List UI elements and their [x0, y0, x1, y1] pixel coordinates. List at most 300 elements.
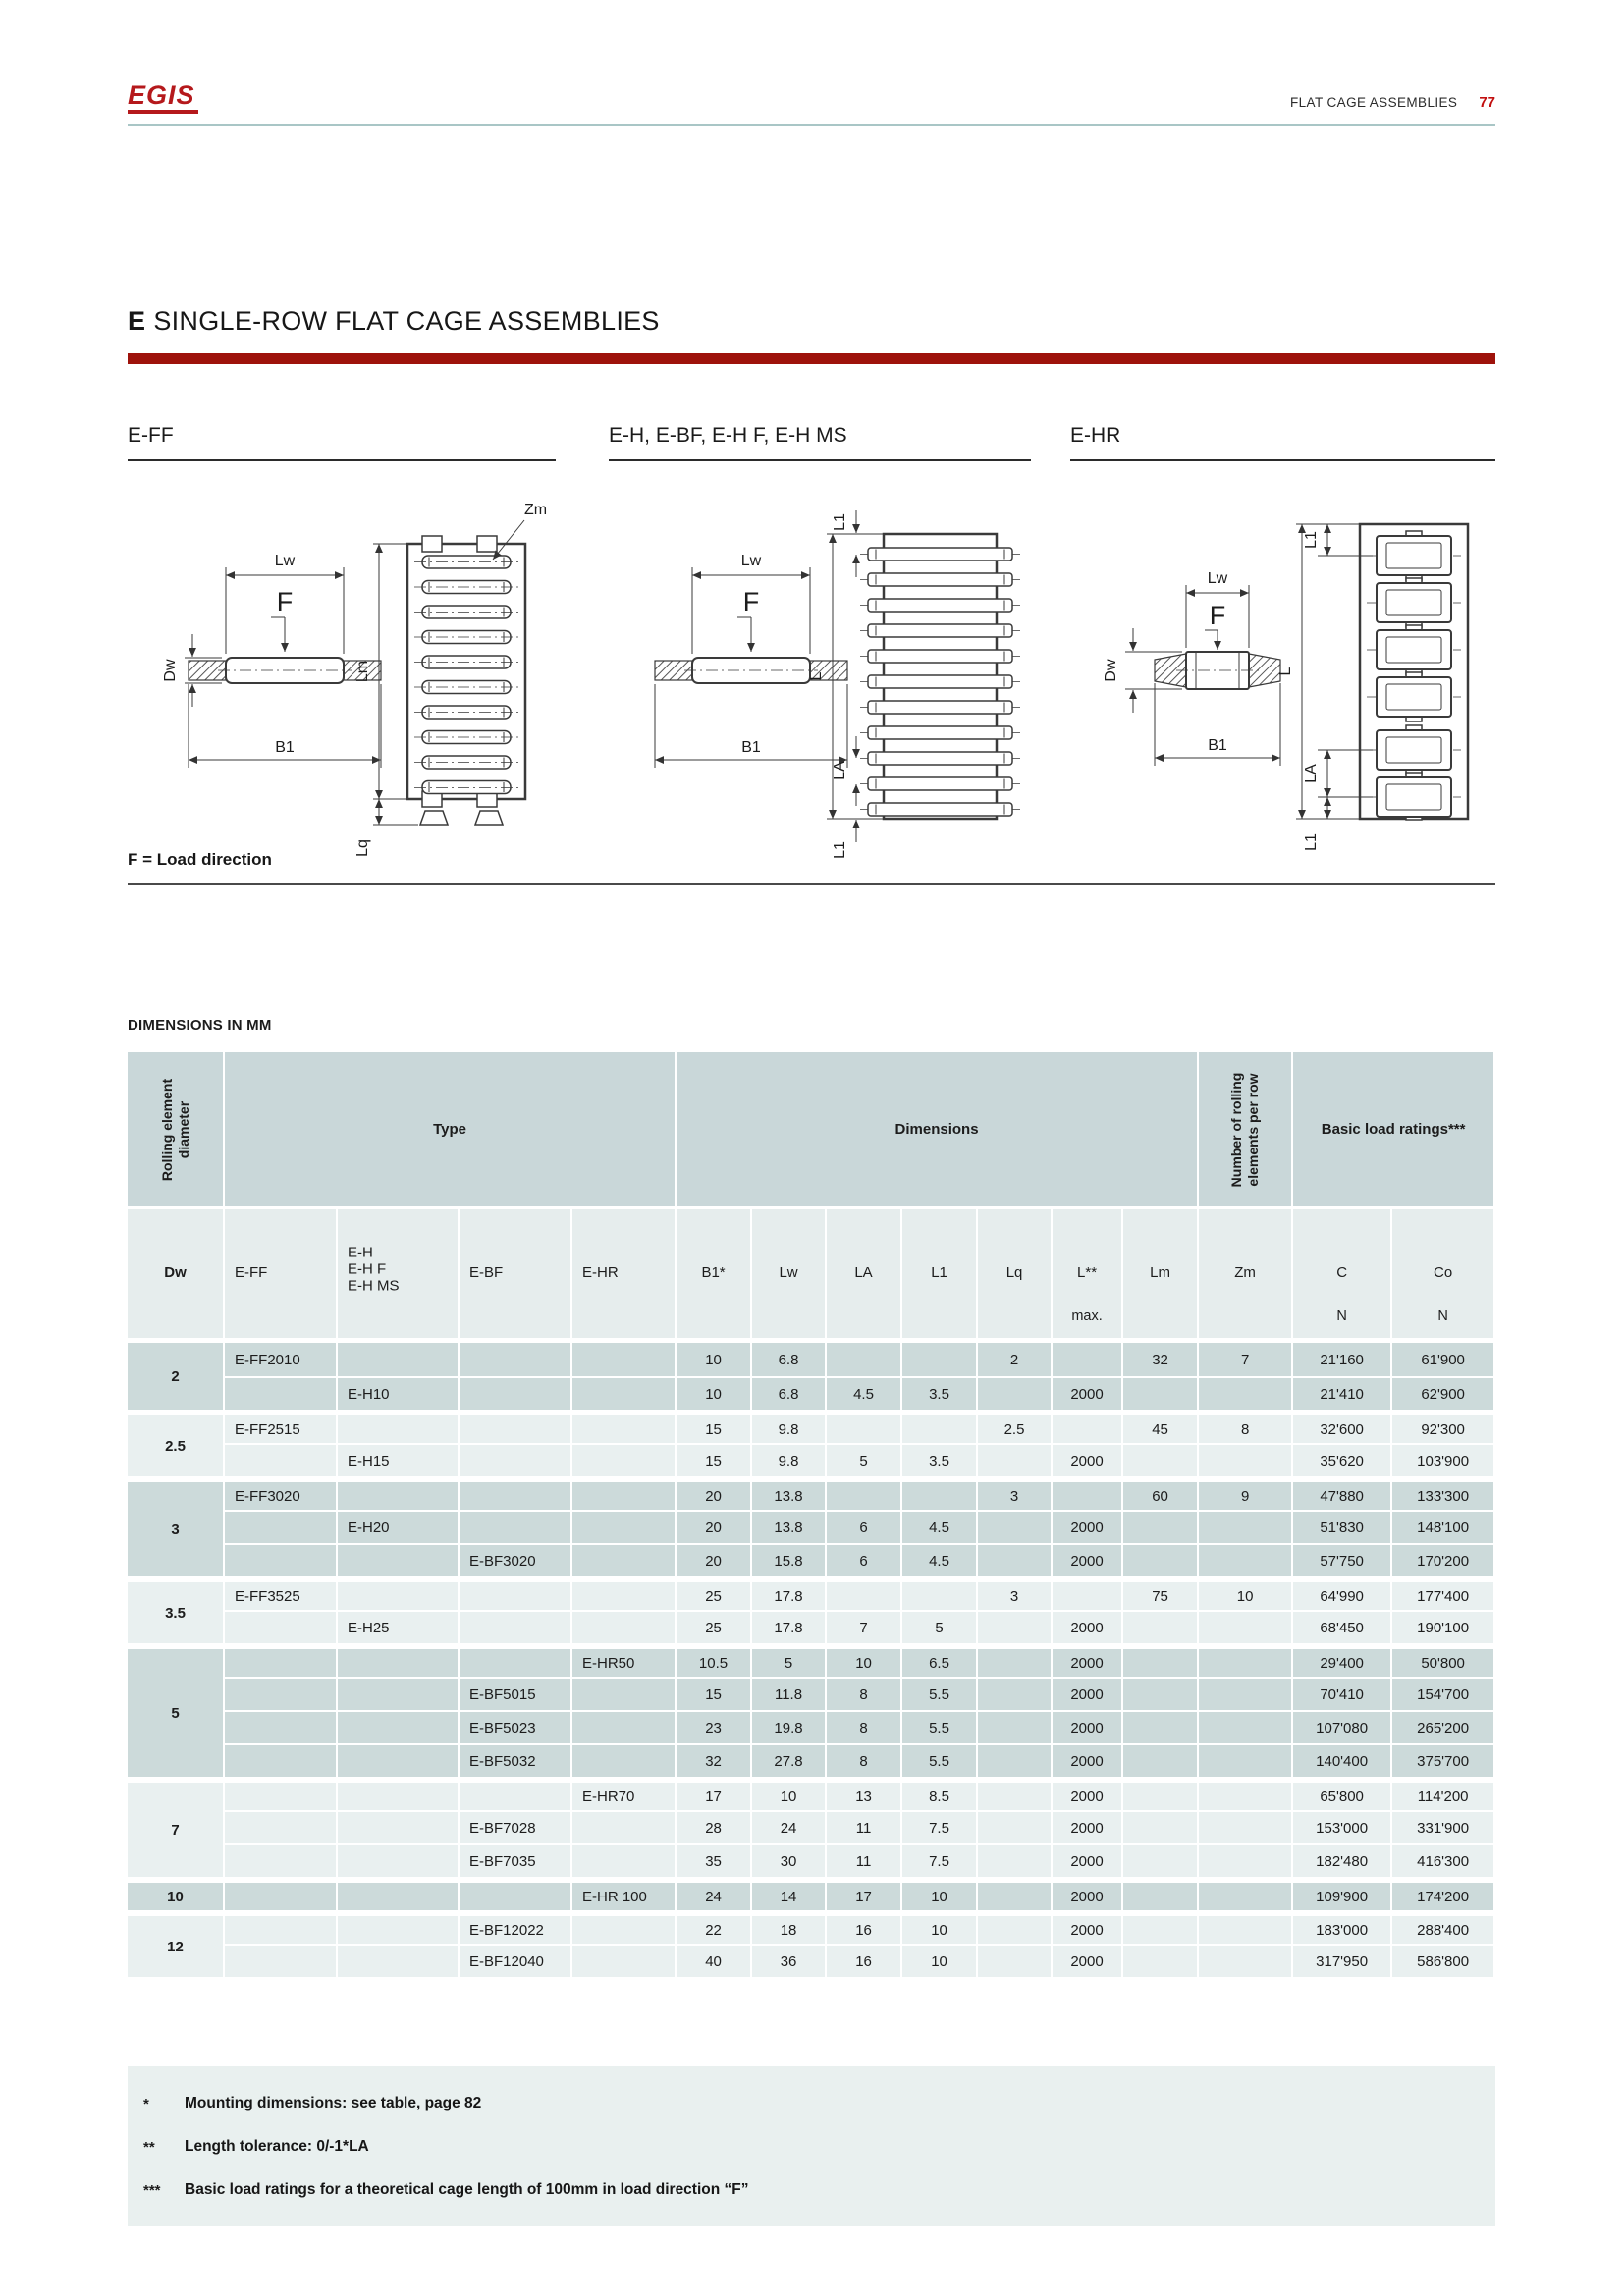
header-number-of-rolling-elements: Number of rolling elements per row	[1199, 1052, 1293, 1209]
type-cell	[225, 1710, 338, 1743]
value-cell	[1199, 1910, 1293, 1944]
type-cell	[572, 1443, 677, 1476]
table-row	[128, 1710, 1495, 1743]
value-cell: 375'700	[1392, 1743, 1495, 1777]
dim-label-zm: Zm	[524, 502, 548, 518]
value-cell: 153'000	[1293, 1810, 1392, 1843]
dim-label-l1-bottom: L1	[832, 841, 848, 859]
type-cell	[572, 1343, 677, 1376]
value-cell	[1199, 1443, 1293, 1476]
value-cell: 40	[677, 1944, 752, 1977]
type-cell	[225, 1677, 338, 1710]
value-cell: 35	[677, 1843, 752, 1877]
dim-label-la: LA	[832, 761, 848, 780]
value-cell: 6.8	[752, 1343, 827, 1376]
value-cell	[1123, 1843, 1199, 1877]
type-cell	[460, 1643, 572, 1677]
value-cell	[1123, 1376, 1199, 1410]
type-cell	[460, 1610, 572, 1643]
value-cell	[1123, 1643, 1199, 1677]
value-cell: 35'620	[1293, 1443, 1392, 1476]
type-cell: E-BF12022	[460, 1910, 572, 1944]
type-cell	[460, 1476, 572, 1510]
type-cell	[460, 1343, 572, 1376]
footnote-marker: ***	[143, 2181, 161, 2199]
value-cell: 10	[677, 1343, 752, 1376]
value-cell: 24	[677, 1877, 752, 1910]
value-cell: 75	[1123, 1576, 1199, 1610]
value-cell: 8	[827, 1710, 902, 1743]
value-cell: 11.8	[752, 1677, 827, 1710]
col-l1: L1	[902, 1209, 978, 1343]
value-cell: 8.5	[902, 1777, 978, 1810]
value-cell: 109'900	[1293, 1877, 1392, 1910]
dim-label-dw: Dw	[1103, 659, 1119, 682]
value-cell: 68'450	[1293, 1610, 1392, 1643]
col-l-max: L** max.	[1053, 1209, 1123, 1343]
value-cell: 2000	[1053, 1777, 1123, 1810]
value-cell	[1123, 1710, 1199, 1743]
value-cell: 4.5	[902, 1510, 978, 1543]
value-cell	[978, 1910, 1053, 1944]
type-cell: E-BF3020	[460, 1543, 572, 1576]
value-cell: 6.5	[902, 1643, 978, 1677]
value-cell: 23	[677, 1710, 752, 1743]
value-cell: 13	[827, 1777, 902, 1810]
col-la: LA	[827, 1209, 902, 1343]
footnote	[128, 2168, 1495, 2212]
value-cell: 183'000	[1293, 1910, 1392, 1944]
type-cell	[460, 1877, 572, 1910]
value-cell: 170'200	[1392, 1543, 1495, 1576]
footnote	[128, 2082, 1495, 2125]
type-cell: E-HR70	[572, 1777, 677, 1810]
value-cell: 3	[978, 1476, 1053, 1510]
type-cell	[225, 1777, 338, 1810]
value-cell: 10	[827, 1643, 902, 1677]
type-cell	[338, 1843, 460, 1877]
type-cell: E-HR50	[572, 1643, 677, 1677]
value-cell	[1053, 1576, 1123, 1610]
value-cell	[1199, 1376, 1293, 1410]
title-prefix: E	[128, 306, 146, 336]
type-cell	[572, 1710, 677, 1743]
value-cell: 51'830	[1293, 1510, 1392, 1543]
table-row	[128, 1543, 1495, 1576]
type-cell	[460, 1777, 572, 1810]
table-row	[128, 1510, 1495, 1543]
value-cell: 9.8	[752, 1410, 827, 1443]
value-cell	[1199, 1843, 1293, 1877]
e-hr-drawing	[1070, 465, 1495, 878]
value-cell	[1123, 1443, 1199, 1476]
table-row	[128, 1376, 1495, 1410]
value-cell: 2000	[1053, 1710, 1123, 1743]
value-cell: 133'300	[1392, 1476, 1495, 1510]
value-cell: 154'700	[1392, 1677, 1495, 1710]
value-cell: 30	[752, 1843, 827, 1877]
value-cell: 5	[902, 1610, 978, 1643]
table-row	[128, 1777, 1495, 1810]
value-cell: 45	[1123, 1410, 1199, 1443]
dim-label-lw: Lw	[740, 553, 762, 569]
col-co: Co N	[1392, 1209, 1495, 1343]
value-cell: 16	[827, 1944, 902, 1977]
value-cell	[1199, 1777, 1293, 1810]
type-cell	[225, 1610, 338, 1643]
type-cell	[225, 1843, 338, 1877]
value-cell: 15	[677, 1410, 752, 1443]
value-cell: 19.8	[752, 1710, 827, 1743]
type-cell	[225, 1743, 338, 1777]
value-cell	[978, 1677, 1053, 1710]
type-cell	[338, 1476, 460, 1510]
type-cell: E-FF2010	[225, 1343, 338, 1376]
value-cell	[1199, 1510, 1293, 1543]
type-cell	[572, 1843, 677, 1877]
type-cell	[338, 1576, 460, 1610]
value-cell: 182'480	[1293, 1843, 1392, 1877]
value-cell: 4.5	[827, 1376, 902, 1410]
figure-e-ff	[128, 424, 556, 878]
type-cell	[572, 1476, 677, 1510]
type-cell	[338, 1343, 460, 1376]
value-cell: 9.8	[752, 1443, 827, 1476]
type-cell	[572, 1910, 677, 1944]
section-divider	[128, 883, 1495, 885]
figure-label-e-h: E-H, E-BF, E-H F, E-H MS	[609, 424, 1031, 461]
egis-logo: EGIS	[128, 82, 198, 114]
value-cell	[978, 1543, 1053, 1576]
value-cell	[1053, 1410, 1123, 1443]
value-cell: 2000	[1053, 1376, 1123, 1410]
dim-label-l: L	[1277, 667, 1294, 676]
value-cell: 10	[1199, 1576, 1293, 1610]
value-cell: 331'900	[1392, 1810, 1495, 1843]
value-cell	[902, 1476, 978, 1510]
value-cell: 10	[902, 1910, 978, 1944]
page-title	[128, 306, 660, 337]
value-cell	[827, 1343, 902, 1376]
type-cell	[572, 1677, 677, 1710]
value-cell: 61'900	[1392, 1343, 1495, 1376]
dim-label-dw: Dw	[162, 659, 179, 682]
table-row	[128, 1910, 1495, 1944]
value-cell: 11	[827, 1843, 902, 1877]
table-group-header-row	[128, 1052, 1495, 1209]
dim-label-b1: B1	[741, 739, 761, 756]
value-cell: 288'400	[1392, 1910, 1495, 1944]
value-cell: 25	[677, 1610, 752, 1643]
value-cell: 140'400	[1293, 1743, 1392, 1777]
value-cell	[827, 1410, 902, 1443]
value-cell: 27.8	[752, 1743, 827, 1777]
col-lm: Lm	[1123, 1209, 1199, 1343]
value-cell: 29'400	[1293, 1643, 1392, 1677]
footnote	[128, 2125, 1495, 2168]
value-cell	[1199, 1810, 1293, 1843]
value-cell: 15.8	[752, 1543, 827, 1576]
footnotes-box	[128, 2066, 1495, 2226]
type-cell: E-BF12040	[460, 1944, 572, 1977]
value-cell: 2000	[1053, 1643, 1123, 1677]
col-b1: B1*	[677, 1209, 752, 1343]
value-cell: 70'410	[1293, 1677, 1392, 1710]
value-cell: 20	[677, 1476, 752, 1510]
type-cell	[338, 1810, 460, 1843]
table-row	[128, 1643, 1495, 1677]
table-row	[128, 1410, 1495, 1443]
figure-label-e-hr: E-HR	[1070, 424, 1495, 461]
table-row	[128, 1810, 1495, 1843]
type-cell: E-HR 100	[572, 1877, 677, 1910]
dim-label-b1: B1	[1208, 737, 1227, 754]
value-cell: 2000	[1053, 1810, 1123, 1843]
value-cell	[1199, 1944, 1293, 1977]
value-cell	[1123, 1743, 1199, 1777]
col-e-hr: E-HR	[572, 1209, 677, 1343]
value-cell	[827, 1576, 902, 1610]
value-cell: 17	[827, 1877, 902, 1910]
value-cell: 13.8	[752, 1476, 827, 1510]
value-cell: 57'750	[1293, 1543, 1392, 1576]
value-cell: 3.5	[902, 1443, 978, 1476]
footnote-marker: **	[143, 2138, 155, 2156]
value-cell	[1053, 1343, 1123, 1376]
value-cell: 32	[1123, 1343, 1199, 1376]
type-cell: E-BF7028	[460, 1810, 572, 1843]
type-cell	[225, 1543, 338, 1576]
value-cell: 92'300	[1392, 1410, 1495, 1443]
rolling-element-diameter-value: 3.5	[128, 1576, 225, 1643]
value-cell: 114'200	[1392, 1777, 1495, 1810]
type-cell	[572, 1944, 677, 1977]
value-cell: 5.5	[902, 1677, 978, 1710]
type-cell	[225, 1910, 338, 1944]
dim-label-l: L	[808, 671, 825, 681]
value-cell: 5.5	[902, 1710, 978, 1743]
value-cell	[1123, 1877, 1199, 1910]
value-cell	[978, 1443, 1053, 1476]
value-cell: 28	[677, 1810, 752, 1843]
value-cell: 6.8	[752, 1376, 827, 1410]
value-cell: 317'950	[1293, 1944, 1392, 1977]
col-lw: Lw	[752, 1209, 827, 1343]
value-cell: 8	[827, 1743, 902, 1777]
table-body	[128, 1343, 1495, 1977]
value-cell	[1199, 1610, 1293, 1643]
value-cell	[1199, 1677, 1293, 1710]
value-cell	[902, 1576, 978, 1610]
value-cell: 65'800	[1293, 1777, 1392, 1810]
header-section-title: FLAT CAGE ASSEMBLIES	[1290, 95, 1458, 110]
value-cell: 2000	[1053, 1443, 1123, 1476]
dim-label-lw: Lw	[274, 553, 296, 569]
type-cell	[338, 1543, 460, 1576]
value-cell	[1123, 1777, 1199, 1810]
value-cell	[978, 1777, 1053, 1810]
table-row	[128, 1576, 1495, 1610]
col-e-bf: E-BF	[460, 1209, 572, 1343]
header-rolling-element-diameter: Rolling element diameter	[128, 1052, 225, 1209]
header-type: Type	[225, 1052, 677, 1209]
value-cell: 2000	[1053, 1677, 1123, 1710]
value-cell	[978, 1877, 1053, 1910]
type-cell	[338, 1677, 460, 1710]
value-cell: 148'100	[1392, 1510, 1495, 1543]
value-cell	[1199, 1643, 1293, 1677]
value-cell: 2000	[1053, 1743, 1123, 1777]
footnote-marker: *	[143, 2095, 149, 2112]
rolling-element-diameter-value: 7	[128, 1777, 225, 1877]
type-cell: E-FF2515	[225, 1410, 338, 1443]
value-cell: 17	[677, 1777, 752, 1810]
title-text: SINGLE-ROW FLAT CAGE ASSEMBLIES	[153, 306, 660, 336]
rolling-element-diameter-value: 2	[128, 1343, 225, 1410]
type-cell	[338, 1877, 460, 1910]
value-cell: 47'880	[1293, 1476, 1392, 1510]
table-row	[128, 1843, 1495, 1877]
value-cell: 14	[752, 1877, 827, 1910]
value-cell: 10	[752, 1777, 827, 1810]
col-e-h: E-H E-H F E-H MS	[338, 1209, 460, 1343]
value-cell	[1199, 1743, 1293, 1777]
value-cell: 7.5	[902, 1843, 978, 1877]
value-cell	[1123, 1610, 1199, 1643]
value-cell: 586'800	[1392, 1944, 1495, 1977]
table-column-header-row	[128, 1209, 1495, 1343]
type-cell	[225, 1643, 338, 1677]
value-cell: 2000	[1053, 1944, 1123, 1977]
type-cell	[572, 1543, 677, 1576]
value-cell: 5	[752, 1643, 827, 1677]
value-cell: 2000	[1053, 1510, 1123, 1543]
type-cell	[225, 1510, 338, 1543]
col-e-ff: E-FF	[225, 1209, 338, 1343]
type-cell	[572, 1410, 677, 1443]
footnote-text: Mounting dimensions: see table, page 82	[185, 2095, 482, 2111]
title-accent-bar	[128, 353, 1495, 364]
type-cell	[572, 1576, 677, 1610]
value-cell	[1053, 1476, 1123, 1510]
value-cell: 10	[677, 1376, 752, 1410]
col-c: C N	[1293, 1209, 1392, 1343]
value-cell	[902, 1343, 978, 1376]
value-cell: 17.8	[752, 1576, 827, 1610]
value-cell: 13.8	[752, 1510, 827, 1543]
value-cell: 2.5	[978, 1410, 1053, 1443]
type-cell: E-BF5023	[460, 1710, 572, 1743]
value-cell: 11	[827, 1810, 902, 1843]
value-cell: 177'400	[1392, 1576, 1495, 1610]
dim-label-l1-bottom: L1	[1303, 833, 1320, 851]
type-cell	[572, 1743, 677, 1777]
value-cell: 20	[677, 1510, 752, 1543]
table-row	[128, 1743, 1495, 1777]
value-cell: 2000	[1053, 1610, 1123, 1643]
type-cell	[460, 1410, 572, 1443]
type-cell: E-FF3020	[225, 1476, 338, 1510]
type-cell	[572, 1610, 677, 1643]
value-cell: 36	[752, 1944, 827, 1977]
rolling-element-diameter-value: 3	[128, 1476, 225, 1576]
value-cell: 17.8	[752, 1610, 827, 1643]
type-cell: E-H15	[338, 1443, 460, 1476]
dim-label-lq: Lq	[354, 839, 371, 857]
value-cell: 50'800	[1392, 1643, 1495, 1677]
value-cell: 24	[752, 1810, 827, 1843]
type-cell	[225, 1443, 338, 1476]
value-cell: 15	[677, 1443, 752, 1476]
type-cell	[460, 1576, 572, 1610]
load-arrow-label: F	[1209, 601, 1226, 630]
rolling-element-diameter-value: 2.5	[128, 1410, 225, 1476]
col-zm: Zm	[1199, 1209, 1293, 1343]
dimensions-table	[128, 1052, 1495, 1977]
value-cell: 174'200	[1392, 1877, 1495, 1910]
header-right	[1290, 94, 1495, 111]
value-cell	[978, 1643, 1053, 1677]
col-dw: Dw	[128, 1209, 225, 1343]
type-cell: E-BF7035	[460, 1843, 572, 1877]
dim-label-b1: B1	[275, 739, 295, 756]
type-cell	[572, 1376, 677, 1410]
value-cell: 8	[1199, 1410, 1293, 1443]
value-cell	[1123, 1543, 1199, 1576]
value-cell: 2	[978, 1343, 1053, 1376]
value-cell: 18	[752, 1910, 827, 1944]
type-cell: E-BF5015	[460, 1677, 572, 1710]
value-cell	[1123, 1810, 1199, 1843]
value-cell: 107'080	[1293, 1710, 1392, 1743]
type-cell	[338, 1743, 460, 1777]
value-cell: 10	[902, 1877, 978, 1910]
value-cell: 60	[1123, 1476, 1199, 1510]
header-basic-load-ratings: Basic load ratings***	[1293, 1052, 1495, 1209]
value-cell: 2000	[1053, 1843, 1123, 1877]
value-cell	[978, 1944, 1053, 1977]
value-cell: 2000	[1053, 1877, 1123, 1910]
type-cell	[225, 1810, 338, 1843]
value-cell: 64'990	[1293, 1576, 1392, 1610]
value-cell	[978, 1843, 1053, 1877]
table-row	[128, 1944, 1495, 1977]
value-cell	[1123, 1944, 1199, 1977]
value-cell	[1199, 1543, 1293, 1576]
value-cell: 103'900	[1392, 1443, 1495, 1476]
col-lq: Lq	[978, 1209, 1053, 1343]
type-cell	[572, 1810, 677, 1843]
value-cell: 2000	[1053, 1910, 1123, 1944]
value-cell: 2000	[1053, 1543, 1123, 1576]
table-row	[128, 1877, 1495, 1910]
e-ff-drawing	[128, 465, 556, 878]
value-cell: 9	[1199, 1476, 1293, 1510]
type-cell	[460, 1510, 572, 1543]
value-cell	[978, 1810, 1053, 1843]
type-cell	[338, 1910, 460, 1944]
table-caption: DIMENSIONS IN MM	[128, 1017, 272, 1034]
type-cell	[225, 1376, 338, 1410]
value-cell: 416'300	[1392, 1843, 1495, 1877]
value-cell	[827, 1476, 902, 1510]
type-cell	[338, 1710, 460, 1743]
load-arrow-label: F	[742, 587, 760, 616]
figure-e-h	[609, 424, 1031, 878]
rolling-element-diameter-value: 12	[128, 1910, 225, 1977]
value-cell: 8	[827, 1677, 902, 1710]
value-cell: 190'100	[1392, 1610, 1495, 1643]
